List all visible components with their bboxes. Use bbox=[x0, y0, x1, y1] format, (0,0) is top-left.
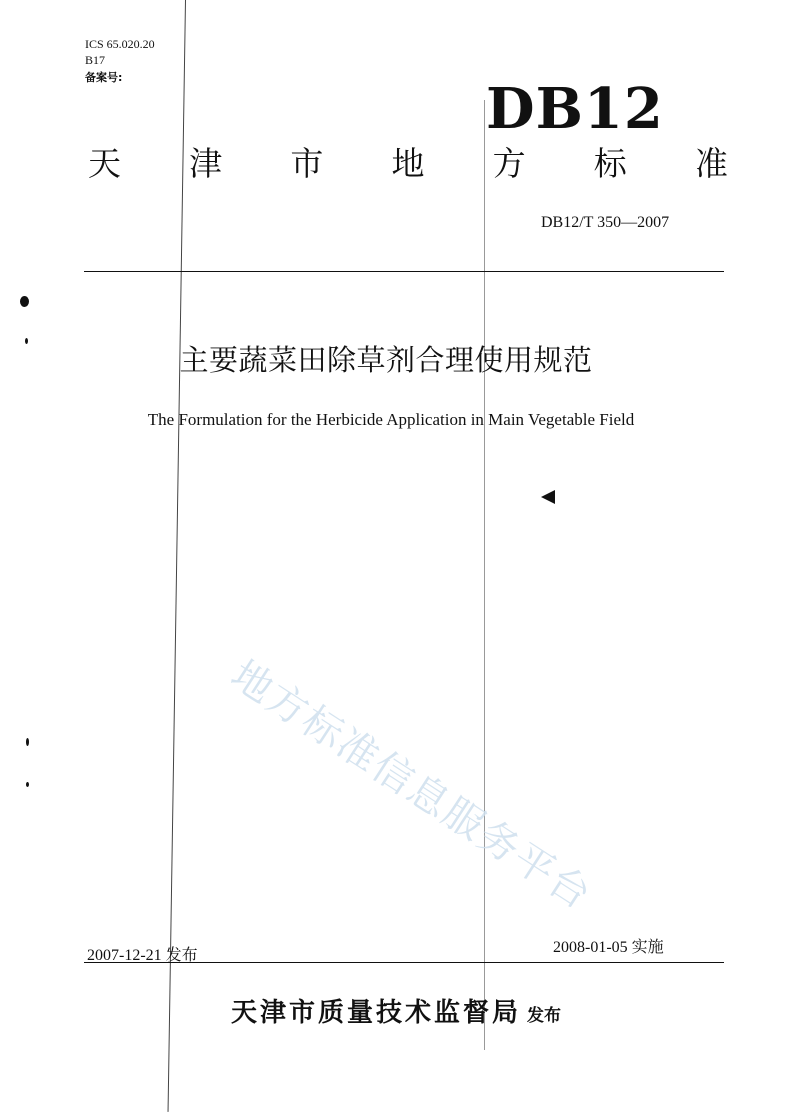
footer-divider bbox=[84, 962, 724, 963]
filing-number-label: 备案号: bbox=[85, 71, 123, 84]
standard-type-heading bbox=[88, 138, 728, 185]
standard-type-char: 准 bbox=[694, 144, 728, 183]
standard-type-char: 方 bbox=[492, 144, 526, 183]
standard-code: DB12/T 350—2007 bbox=[541, 214, 670, 231]
standard-type-char: 标 bbox=[593, 144, 627, 183]
issuing-authority bbox=[0, 992, 792, 1029]
issuer-suffix: 发布 bbox=[527, 1006, 561, 1026]
scan-speck bbox=[26, 782, 29, 787]
standard-logo: DB12 bbox=[486, 76, 664, 142]
implement-date: 2008-01-05 实施 bbox=[553, 939, 664, 956]
scan-speck bbox=[26, 738, 29, 746]
ics-code: ICS 65.020.20 bbox=[85, 37, 155, 51]
standard-type-char: 地 bbox=[391, 144, 425, 183]
document-title-chinese: 主要蔬菜田除草剂合理使用规范 bbox=[179, 343, 593, 377]
header-divider bbox=[84, 271, 724, 272]
publish-date: 2007-12-21 发布 bbox=[87, 947, 198, 964]
issuer-name: 天津市质量技术监督局 bbox=[230, 998, 521, 1028]
ccs-code: B17 bbox=[85, 53, 106, 67]
scan-speck bbox=[20, 296, 29, 307]
standard-type-char: 津 bbox=[189, 144, 223, 183]
standard-type-char: 天 bbox=[88, 144, 121, 183]
document-title-english: The Formulation for the Herbicide Application in Main Vegetable Field bbox=[147, 410, 635, 429]
scan-line bbox=[484, 100, 485, 1050]
watermark: 地方标准信息服务平台 bbox=[222, 651, 600, 920]
standard-type-char: 市 bbox=[290, 144, 324, 183]
scan-speck bbox=[541, 490, 555, 504]
